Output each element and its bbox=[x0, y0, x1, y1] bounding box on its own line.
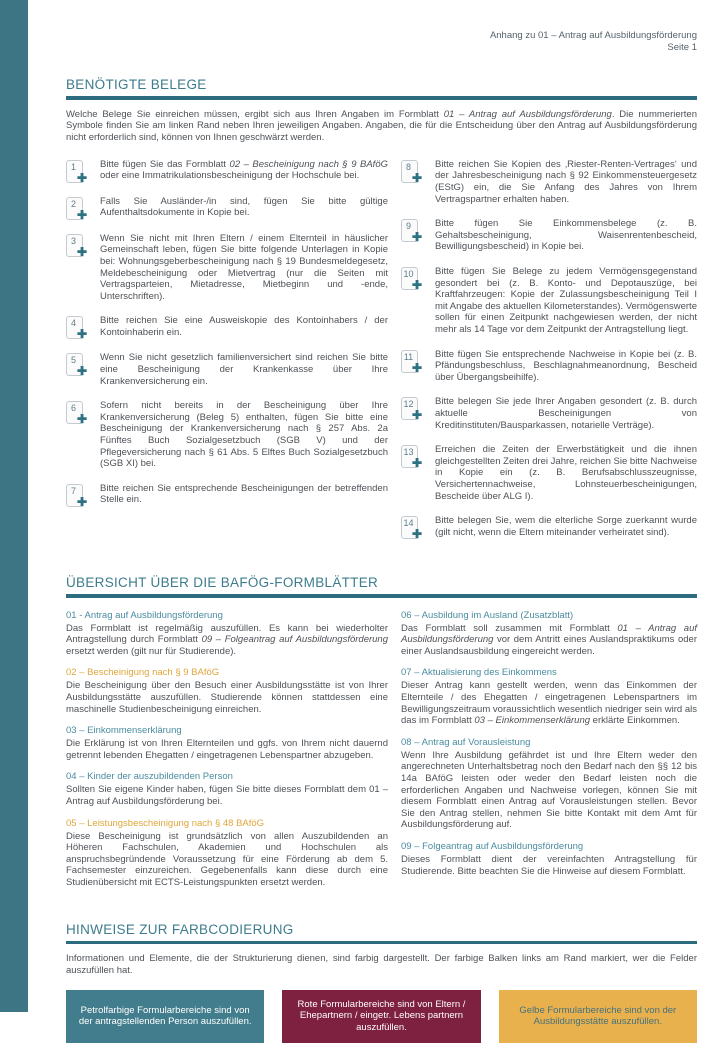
formblatt-heading: 01 - Antrag auf Ausbildungsförderung bbox=[66, 609, 223, 621]
beleg-text: Bitte reichen Sie entsprechende Bescheinigungen der betreffenden Stelle ein. bbox=[100, 482, 388, 506]
beleg-number: 13 bbox=[403, 447, 414, 458]
plus-icon: ✚ bbox=[77, 494, 88, 509]
section-rule bbox=[66, 96, 697, 100]
left-accent-bar bbox=[0, 0, 28, 1012]
beleg-number: 1 bbox=[70, 161, 76, 172]
formblatt-body: Dieses Formblatt dient der vereinfachten Antragstellung für Studierende. Bitte beachten Sie die Hinweise auf diesem Formblatt. bbox=[401, 853, 697, 877]
beleg-text: Erreichen die Zeiten der Erwerbstätigkeit und die ihnen gleichgestellten Zeiten drei Jahre, reichen Sie bitte Nachweise in Kopie ein (z. B. Berufsabschlusszeugnisse, Versichertennachweise, Lohnsteuerbescheinigungen, Bescheide über ALG I). bbox=[435, 444, 697, 502]
beleg-number: 14 bbox=[403, 518, 414, 529]
legend-box-yellow: Gelbe Formularbereiche sind von der Ausbildungsstätte auszufüllen. bbox=[499, 990, 697, 1043]
formblatt-body: Dieser Antrag kann gestellt werden, wenn das Einkommen der Elternteile / des Ehegatten / eingetragenen Lebenspartners im Bewilligungszeitraum voraussichtlich wesentlich niedriger sein wird als das im Formblatt 03 – Einkommenserklärung erklärte Einkommen. bbox=[401, 680, 697, 727]
farbcodierung-intro: Informationen und Elemente, die der Strukturierung dienen, sind farbig dargestellt. Der farbige Balken links am Rand markiert, wer die Felder auszufüllen hat. bbox=[66, 953, 697, 976]
formblaetter-column-right bbox=[401, 610, 697, 899]
document-plus-icon bbox=[401, 396, 435, 431]
beleg-item bbox=[401, 515, 697, 542]
beleg-text: Bitte reichen Sie eine Ausweiskopie des Kontoinhabers / der Kontoinhaberin ein. bbox=[100, 315, 388, 339]
color-legend bbox=[66, 990, 697, 1043]
beleg-text: Wenn Sie nicht mit Ihren Eltern / einem Elternteil in häuslicher Gemeinschaft leben, fügen Sie bitte folgende Unterlagen in Kopie bei: Wohnungsgeberbescheinigung nach § 19 Bundesmeldegesetz, Meldebescheinigung oder Mietvertrag (nur die Seiten mit Vertragsparteien, Mietadresse, Mietbeginn und -ende, Unterschriften). bbox=[100, 232, 388, 302]
plus-icon: ✚ bbox=[77, 364, 88, 379]
formblatt-body: Die Bescheinigung über den Besuch einer Ausbildungsstätte ist von Ihrer Ausbildungsstätte auszufüllen. Studierende können stattdessen eine maschinelle Studienbescheinigung einreichen. bbox=[66, 680, 388, 715]
beleg-number: 2 bbox=[70, 198, 76, 209]
beleg-number: 10 bbox=[403, 269, 414, 280]
plus-icon: ✚ bbox=[412, 527, 423, 542]
beleg-item bbox=[66, 352, 388, 387]
document-page bbox=[66, 0, 697, 1043]
belege-intro: Welche Belege Sie einreichen müssen, ergibt sich aus Ihren Angaben im Formblatt 01 – Antrag auf Ausbildungsförderung. Die nummerierten Symbole finden Sie am linken Rand neben Ihren jeweiligen Angaben. Angaben, die für die Entscheidung über den Antrag auf Ausbildungsförderung nicht erforderlich sind, können von Ihnen geschwärzt werden. bbox=[66, 108, 697, 144]
page-header-line2: Seite 1 bbox=[667, 42, 697, 53]
beleg-number: 7 bbox=[70, 485, 76, 496]
formblatt-heading: 02 – Bescheinigung nach § 9 BAföG bbox=[66, 667, 220, 679]
plus-icon: ✚ bbox=[412, 170, 423, 185]
beleg-item bbox=[66, 315, 388, 342]
formblatt-body: Die Erklärung ist von Ihren Elternteilen und ggfs. von Ihrem nicht dauernd getrennt lebenden Ehegatten / eingetragenen Lebenspartner abzugeben. bbox=[66, 738, 388, 761]
beleg-item bbox=[401, 218, 697, 253]
beleg-text: Wenn Sie nicht gesetzlich familienversichert sind reichen Sie bitte eine Bescheinigung der Krankenkasse über Ihre Krankenversicherung ein. bbox=[100, 352, 388, 387]
formblatt-heading: 04 – Kinder der auszubildenden Person bbox=[66, 771, 233, 783]
formblatt-body: Sollten Sie eigene Kinder haben, fügen Sie bitte dieses Formblatt dem 01 – Antrag auf Ausbildungsförderung bei. bbox=[66, 784, 388, 807]
document-plus-icon bbox=[66, 400, 100, 470]
plus-icon: ✚ bbox=[77, 412, 88, 427]
beleg-item bbox=[66, 400, 388, 470]
beleg-text: Bitte fügen Sie das Formblatt 02 – Bescheinigung nach § 9 BAföG oder eine Immatrikulationsbescheinigung der Hochschule bei. bbox=[100, 158, 388, 182]
document-plus-icon bbox=[401, 266, 435, 336]
beleg-number: 3 bbox=[70, 235, 76, 246]
document-plus-icon bbox=[401, 444, 435, 502]
beleg-number: 4 bbox=[70, 318, 76, 329]
belege-columns bbox=[66, 159, 697, 552]
document-plus-icon bbox=[401, 159, 435, 205]
beleg-number: 9 bbox=[405, 221, 411, 232]
formblatt-entry bbox=[66, 771, 388, 807]
formblatt-heading: 05 – Leistungsbescheinigung nach § 48 BAföG bbox=[66, 817, 265, 829]
formblatt-body: Das Formblatt ist regelmäßig auszufüllen. Es kann bei wiederholter Antragstellung durch Formblatt 09 – Folgeantrag auf Ausbildungsförderung ersetzt werden (gilt nur für Studierende). bbox=[66, 622, 389, 657]
plus-icon: ✚ bbox=[412, 360, 423, 375]
beleg-text: Bitte belegen Sie jede Ihrer Angaben gesondert (z. B. durch aktuelle Bescheinigungen von Kreditinstituten/Bausparkassen, notarielle Verträge). bbox=[435, 396, 697, 431]
plus-icon: ✚ bbox=[412, 456, 423, 471]
document-plus-icon bbox=[66, 352, 100, 387]
beleg-number: 12 bbox=[403, 399, 414, 410]
formblatt-entry bbox=[66, 610, 388, 658]
formblatt-entry bbox=[66, 667, 388, 715]
legend-box-red: Rote Formularbereiche sind von Eltern / Ehepartnern / eingetr. Lebens partnern auszufüllen. bbox=[282, 990, 480, 1043]
formblatt-heading: 08 – Antrag auf Vorausleistung bbox=[401, 736, 531, 748]
document-plus-icon bbox=[66, 315, 100, 342]
document-plus-icon bbox=[66, 233, 100, 303]
formblatt-entry bbox=[401, 737, 697, 831]
formblatt-entry bbox=[401, 667, 697, 726]
beleg-item bbox=[401, 349, 697, 384]
plus-icon: ✚ bbox=[412, 408, 423, 423]
plus-icon: ✚ bbox=[77, 244, 88, 259]
document-plus-icon bbox=[66, 159, 100, 183]
formblatt-heading: 09 – Folgeantrag auf Ausbildungsförderung bbox=[401, 840, 584, 852]
section-rule bbox=[66, 594, 697, 598]
legend-box-petrol: Petrolfarbige Formularbereiche sind von der antragstellenden Person auszufüllen. bbox=[66, 990, 264, 1043]
plus-icon: ✚ bbox=[77, 170, 88, 185]
formblatt-entry bbox=[66, 725, 388, 761]
formblatt-entry bbox=[66, 818, 388, 889]
plus-icon: ✚ bbox=[77, 327, 88, 342]
beleg-item bbox=[66, 196, 388, 220]
document-plus-icon bbox=[401, 515, 435, 542]
formblatt-body: Wenn Ihre Ausbildung gefährdet ist und Ihre Eltern weder den angerechneten Unterhaltsbetrag noch den Bedarf nach den §§ 12 bis 14a BAföG leisten oder weder den Bedarf leisten noch die erforderlichen Angaben und Nachweise vorlegen, können Sie mit diesem Formblatt einen Antrag auf Vorausleistungen stellen. Bevor Sie den Antrag stellen, nehmen Sie bitte Kontakt mit dem Amt für Ausbildungsförderung auf. bbox=[401, 749, 697, 831]
beleg-text: Falls Sie Ausländer-/in sind, fügen Sie bitte gültige Aufenthaltsdokumente in Kopie bei. bbox=[100, 195, 388, 219]
document-plus-icon bbox=[66, 196, 100, 220]
document-plus-icon bbox=[401, 349, 435, 384]
formblatt-heading: 07 – Aktualisierung des Einkommens bbox=[401, 667, 557, 679]
beleg-text: Sofern nicht bereits in der Bescheinigung über Ihre Krankenversicherung (Beleg 5) enthalten, fügen Sie bitte eine Bescheinigung der Krankenversicherung nach § 257 Abs. 2a Fünftes Buch Sozialgesetzbuch (SGB V) und der Pflegeversicherung nach § 61 Abs. 5 Elftes Buch Sozialgesetzbuch (SGB XI) bei. bbox=[100, 400, 388, 470]
section-title-belege: BENÖTIGTE BELEGE bbox=[66, 77, 207, 92]
formblatt-entry bbox=[401, 610, 697, 658]
beleg-item bbox=[401, 159, 697, 205]
section-title-farbcodierung: HINWEISE ZUR FARBCODIERUNG bbox=[66, 921, 294, 937]
plus-icon: ✚ bbox=[412, 278, 423, 293]
beleg-item bbox=[66, 159, 388, 183]
beleg-text: Bitte reichen Sie Kopien des ‚Riester-Renten-Vertrages‘ und der Jahresbescheinigung nach § 92 Einkommensteuergesetz (EStG) ein, die Sie Anfang des Jahres von Ihrem Vertragspartner erhalten haben. bbox=[435, 158, 697, 205]
beleg-number: 8 bbox=[405, 161, 411, 172]
formblatt-body: Das Formblatt soll zusammen mit Formblatt 01 – Antrag auf Ausbildungsförderung vor dem Antritt eines Auslandspraktikums oder einer Auslandsausbildung eingereicht werden. bbox=[401, 622, 697, 657]
beleg-item bbox=[401, 444, 697, 502]
section-rule bbox=[66, 941, 697, 945]
beleg-text: Bitte fügen Sie Einkommensbelege (z. B. Gehaltsbescheinigung, Waisenrentenbescheid, Bewilligungsbescheid) in Kopie bei. bbox=[435, 218, 697, 253]
page-header-line1: Anhang zu 01 – Antrag auf Ausbildungsförderung bbox=[489, 30, 697, 41]
formblaetter-column-left bbox=[66, 610, 388, 899]
beleg-item bbox=[401, 396, 697, 431]
document-plus-icon bbox=[401, 218, 435, 253]
beleg-item bbox=[66, 233, 388, 303]
formblaetter-columns bbox=[66, 610, 697, 899]
formblatt-heading: 06 – Ausbildung im Ausland (Zusatzblatt) bbox=[401, 609, 574, 621]
belege-column-right bbox=[401, 159, 697, 552]
beleg-number: 11 bbox=[403, 351, 414, 362]
document-plus-icon bbox=[66, 483, 100, 507]
formblatt-heading: 03 – Einkommenserklärung bbox=[66, 725, 182, 737]
beleg-item bbox=[66, 483, 388, 507]
beleg-number: 6 bbox=[70, 403, 76, 414]
plus-icon: ✚ bbox=[77, 207, 88, 222]
beleg-item bbox=[401, 266, 697, 336]
beleg-text: Bitte belegen Sie, wem die elterliche Sorge zuerkannt wurde (gilt nicht, wenn die Eltern miteinander verheiratet sind). bbox=[435, 515, 697, 538]
beleg-text: Bitte fügen Sie entsprechende Nachweise in Kopie bei (z. B. Pfändungsbeschluss, Beschlagnahmeanordnung, Bescheid über Übergangsbeihilfe). bbox=[435, 348, 697, 383]
belege-column-left bbox=[66, 159, 388, 552]
formblatt-entry bbox=[401, 841, 697, 877]
section-title-formblaetter: ÜBERSICHT ÜBER DIE BAFÖG-FORMBLÄTTER bbox=[66, 575, 379, 591]
beleg-number: 5 bbox=[70, 355, 76, 366]
formblatt-body: Diese Bescheinigung ist grundsätzlich von allen Auszubildenden an Höheren Fachschulen, Akademien und Hochschulen als anspruchsbegründende Voraussetzung für eine Förderung ab dem 5. Fachsemester einzureichen. Gegebenenfalls kann diese durch eine Studienübersicht mit ECTS-Leistungspunkten ersetzt werden. bbox=[66, 830, 388, 888]
beleg-text: Bitte fügen Sie Belege zu jedem Vermögensgegenstand gesondert bei (z. B. Konto- und Depotauszüge, bei Kraftfahrzeugen: Kopie der Zulassungsbescheinigung Teil I mit Angabe des aktuellen Kilometerstandes). Vermögenswerte sollen für einen Zeitpunkt nachgewiesen werden, der nicht mehr als 14 Tage vor dem Zeitpunkt der Antragstellung liegt. bbox=[435, 266, 697, 336]
plus-icon: ✚ bbox=[412, 230, 423, 245]
page-header bbox=[66, 0, 697, 54]
